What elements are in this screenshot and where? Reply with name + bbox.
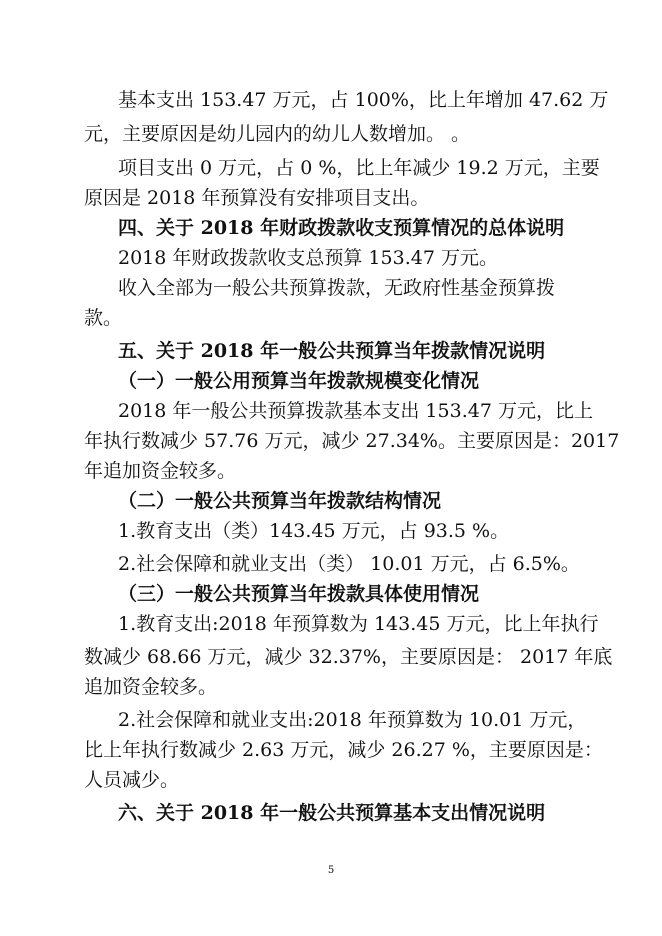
page-number: 5 [327,865,335,876]
section-heading-five: 五、关于 2018 年一般公共预算当年拨款情况说明 [118,340,546,362]
paragraph-project-expense-line-2: 原因是 2018 年预算没有安排项目支出。 [84,187,430,209]
paragraph-social-use-line-3: 人员减少。 [84,769,180,791]
paragraph-total-budget: 2018 年财政拨款收支总预算 153.47 万元。 [118,247,498,269]
paragraph-structure-social-security: 2.社会保障和就业支出（类） 10.01 万元，占 6.5%。 [118,553,580,575]
subheading-structure: （二）一般公共预算当年拨款结构情况 [118,490,442,512]
paragraph-scale-line-1: 2018 年一般公共预算拨款基本支出 153.47 万元，比上 [118,400,593,422]
subheading-scale-change: （一）一般公用预算当年拨款规模变化情况 [118,370,480,392]
paragraph-income-line-2: 款。 [84,307,123,329]
section-heading-four: 四、关于 2018 年财政拨款收支预算情况的总体说明 [118,217,565,239]
section-heading-six: 六、关于 2018 年一般公共预算基本支出情况说明 [118,802,546,824]
paragraph-project-expense-line-1: 项目支出 0 万元，占 0 %，比上年减少 19.2 万元，主要 [118,157,600,179]
paragraph-social-use-line-2: 比上年执行数减少 2.63 万元，减少 26.27 %，主要原因是： [84,739,603,761]
paragraph-basic-expense-line-2: 元，主要原因是幼儿园内的幼儿人数增加。 。 [84,123,471,145]
subheading-specific-use: （三）一般公共预算当年拨款具体使用情况 [118,583,480,605]
paragraph-scale-line-2: 年执行数减少 57.76 万元，减少 27.34%。主要原因是：2017 [84,430,620,452]
paragraph-education-use-line-2: 数减少 68.66 万元，减少 32.37%，主要原因是： 2017 年底 [84,646,613,668]
paragraph-structure-education: 1.教育支出（类）143.45 万元，占 93.5 %。 [118,520,510,542]
paragraph-social-use-line-1: 2.社会保障和就业支出:2018 年预算数为 10.01 万元， [118,709,587,731]
paragraph-scale-line-3: 年追加资金较多。 [84,460,237,482]
paragraph-education-use-line-1: 1.教育支出:2018 年预算数为 143.45 万元，比上年执行 [118,613,599,635]
paragraph-basic-expense-line-1: 基本支出 153.47 万元，占 100%，比上年增加 47.62 万 [118,89,609,111]
paragraph-education-use-line-3: 追加资金较多。 [84,676,218,698]
paragraph-income-line-1: 收入全部为一般公共预算拨款，无政府性基金预算拨 [118,277,556,299]
